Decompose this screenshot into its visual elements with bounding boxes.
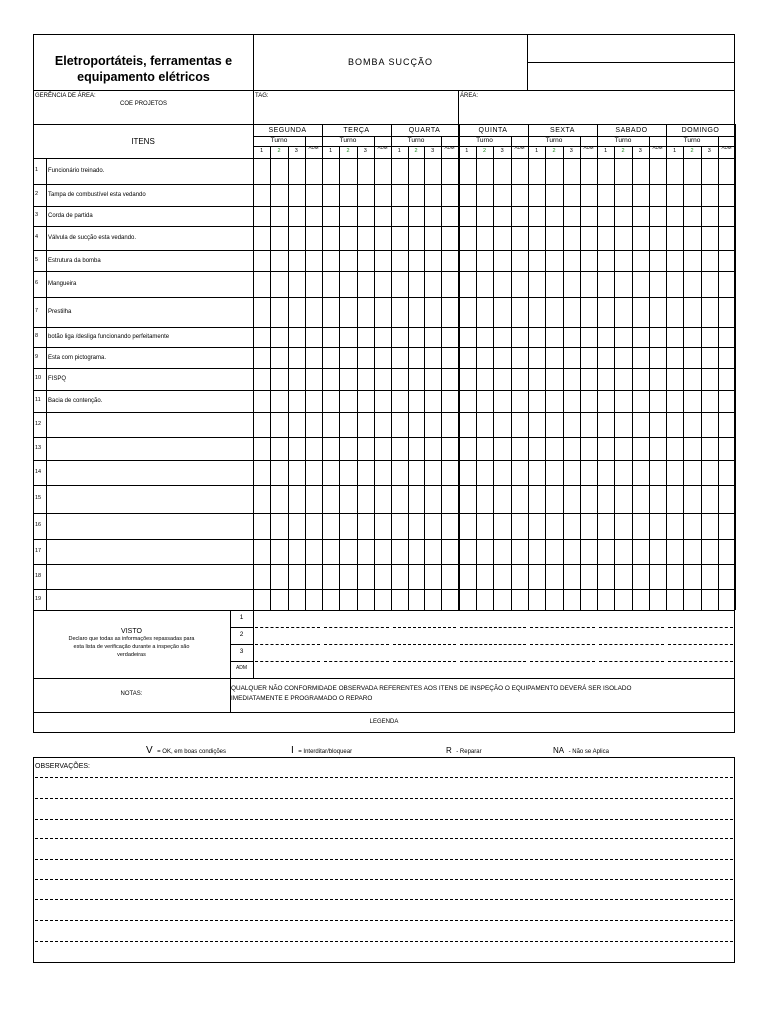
checklist-row[interactable] [33, 485, 735, 513]
na-symbol: NA [553, 746, 565, 755]
shift-number: 2 [482, 148, 487, 154]
item-number: 9 [35, 353, 39, 360]
shift-number: 3 [363, 148, 367, 154]
adm-label: ADM [721, 145, 732, 150]
shift-number: 3 [569, 148, 573, 154]
observation-line[interactable] [35, 777, 733, 778]
checklist-row[interactable] [33, 368, 735, 390]
shift-number: 1 [673, 148, 677, 154]
visto-text-2: esta lista de verificação durante a inspeção são [73, 644, 190, 650]
item-text: Válvula de sucção esta vedando. [48, 235, 137, 241]
gerencia-label: GERÊNCIA DE ÁREA: [35, 93, 96, 99]
turno-label: Turno [476, 137, 493, 144]
shift-number: 2 [690, 148, 694, 154]
observation-line[interactable] [35, 879, 733, 880]
visto-row-label: 1 [239, 614, 244, 621]
checklist-row[interactable] [33, 460, 735, 485]
item-number: 5 [35, 256, 39, 263]
form-title-line2: equipamento elétricos [77, 70, 210, 84]
item-number: 12 [35, 420, 42, 427]
shift-number: 3 [638, 148, 642, 154]
item-number: 2 [35, 191, 39, 197]
notes-label: NOTAS: [120, 691, 143, 697]
shift-number: 3 [431, 148, 435, 154]
adm-label: ADM [583, 145, 594, 150]
legend-block-text: = Interditar/bloquear [298, 749, 353, 755]
adm-label: ADM [444, 145, 455, 150]
item-number: 11 [35, 397, 41, 403]
adm-label: ADM [652, 145, 663, 150]
shift-number: 2 [277, 148, 281, 154]
day-quarta: QUARTA [408, 127, 441, 134]
legend-na [553, 741, 609, 757]
item-text: FISPQ [48, 376, 67, 382]
item-text: Funcionário treinado. [48, 168, 105, 174]
block-symbol: I [291, 745, 294, 756]
legend-na-text: - Não se Aplica [568, 749, 609, 755]
shift-number: 3 [500, 148, 504, 154]
item-text: Prestilha [48, 309, 72, 315]
legend-repair [446, 741, 482, 757]
turno-label: Turno [407, 137, 425, 144]
form-title-line1: Eletroportáteis, ferramentas e [54, 54, 233, 68]
item-number: 18 [35, 572, 42, 579]
shift-number: 1 [465, 148, 469, 154]
item-number: 14 [35, 468, 42, 475]
observation-line[interactable] [35, 819, 733, 820]
item-number: 3 [35, 212, 39, 218]
day-domingo: DOMINGO [681, 127, 720, 134]
item-number: 6 [35, 280, 39, 286]
item-number: 16 [35, 522, 42, 528]
shift-number: 1 [329, 148, 333, 154]
observation-line[interactable] [35, 798, 733, 799]
checklist-row[interactable] [33, 158, 735, 184]
area-label: ÁREA: [460, 93, 479, 99]
item-text: Bacia de contenção. [48, 398, 103, 404]
visto-row-label: ADM [235, 665, 248, 671]
checklist-row[interactable] [33, 206, 735, 226]
day-quinta: QUINTA [478, 127, 508, 134]
turno-label: Turno [339, 137, 357, 144]
checklist-row[interactable] [33, 539, 735, 564]
legend-repair-text: - Reparar [456, 749, 482, 755]
day-sexta: SEXTA [550, 127, 575, 134]
checklist-row[interactable] [33, 390, 735, 412]
shift-number: 2 [552, 148, 556, 154]
checklist-row[interactable] [33, 297, 735, 327]
equipment-name: BOMBA SUCÇÃO [347, 57, 433, 67]
item-text: Corda de partida [48, 213, 93, 219]
shift-number: 1 [535, 148, 539, 154]
adm-label: ADM [308, 145, 319, 150]
legend-ok-text: = OK, em boas condições [157, 749, 226, 755]
item-number: 4 [35, 234, 39, 240]
turno-label: Turno [270, 137, 288, 144]
item-number: 7 [35, 308, 39, 314]
item-number: 17 [35, 547, 42, 554]
notes-text-1: QUALQUER NÃO CONFORMIDADE OBSERVADA REFERENTES AOS ITENS DE INSPEÇÃO O EQUIPAMENTO DEVERÁ SER ISOLADO [231, 685, 632, 692]
visto-row-label: 2 [239, 631, 244, 638]
tag-label: TAG: [255, 93, 269, 99]
observation-line[interactable] [35, 920, 733, 921]
checklist-row[interactable] [33, 564, 735, 589]
item-text: Esta com pictograma. [48, 354, 107, 361]
item-number: 19 [35, 595, 42, 602]
item-number: 13 [35, 444, 42, 451]
visto-row-label: 3 [239, 648, 244, 655]
info-row [33, 90, 735, 125]
checklist-row[interactable] [33, 347, 735, 368]
shift-number: 1 [604, 148, 608, 154]
checklist-row[interactable] [33, 250, 735, 271]
turno-label: Turno [545, 137, 563, 144]
shift-number: 3 [707, 148, 711, 154]
observations-box[interactable] [33, 757, 735, 963]
item-text: Estrutura da bomba [48, 257, 101, 264]
observation-line[interactable] [35, 838, 733, 839]
shift-number: 3 [294, 148, 298, 154]
item-text: Tampa de combustível esta vedando [48, 192, 146, 198]
item-text: Mangueira [48, 281, 77, 287]
day-sabado: SABADO [615, 127, 648, 134]
notes-text-2: IMEDIATAMENTE E PROGRAMADO O REPARO [231, 695, 373, 702]
check-symbol: V [146, 745, 153, 756]
adm-label: ADM [514, 145, 525, 150]
gerencia-value[interactable]: COE PROJETOS [120, 101, 167, 107]
turno-label: Turno [614, 137, 632, 144]
item-number: 15 [35, 495, 42, 501]
shift-number: 2 [414, 148, 418, 154]
itens-header: ITENS [131, 137, 155, 146]
observations-label: OBSERVAÇÕES: [35, 763, 90, 770]
adm-label: ADM [377, 145, 388, 150]
legend-title: LEGENDA [369, 719, 399, 725]
checklist-row[interactable] [33, 412, 735, 437]
item-number: 1 [35, 167, 39, 173]
turno-label: Turno [683, 137, 701, 144]
checklist-row[interactable] [33, 437, 735, 460]
observation-line[interactable] [35, 899, 733, 900]
visto-title: VISTO [121, 628, 142, 635]
item-number: 10 [35, 375, 42, 381]
legend-block [291, 741, 352, 757]
shift-number: 2 [346, 148, 350, 154]
day-segunda: SEGUNDA [268, 127, 307, 134]
legend-ok [146, 741, 226, 757]
checklist-row[interactable] [33, 513, 735, 539]
shift-number: 1 [397, 148, 401, 154]
shift-number: 2 [621, 148, 625, 154]
checklist-row[interactable] [33, 271, 735, 297]
observation-line[interactable] [35, 859, 733, 860]
repair-symbol: R [446, 746, 452, 755]
day-terça: TERÇA [343, 127, 370, 134]
observation-line[interactable] [35, 941, 733, 942]
shift-number: 1 [260, 148, 264, 154]
checklist-row[interactable] [33, 226, 735, 250]
item-text: botão liga /desliga funcionando perfeitamente [48, 334, 170, 340]
item-number: 8 [35, 333, 39, 339]
visto-text-1: Declaro que todas as informações repassadas para [68, 636, 195, 642]
visto-text-3: verdadeiras [117, 652, 146, 658]
checklist-row[interactable] [33, 589, 735, 610]
